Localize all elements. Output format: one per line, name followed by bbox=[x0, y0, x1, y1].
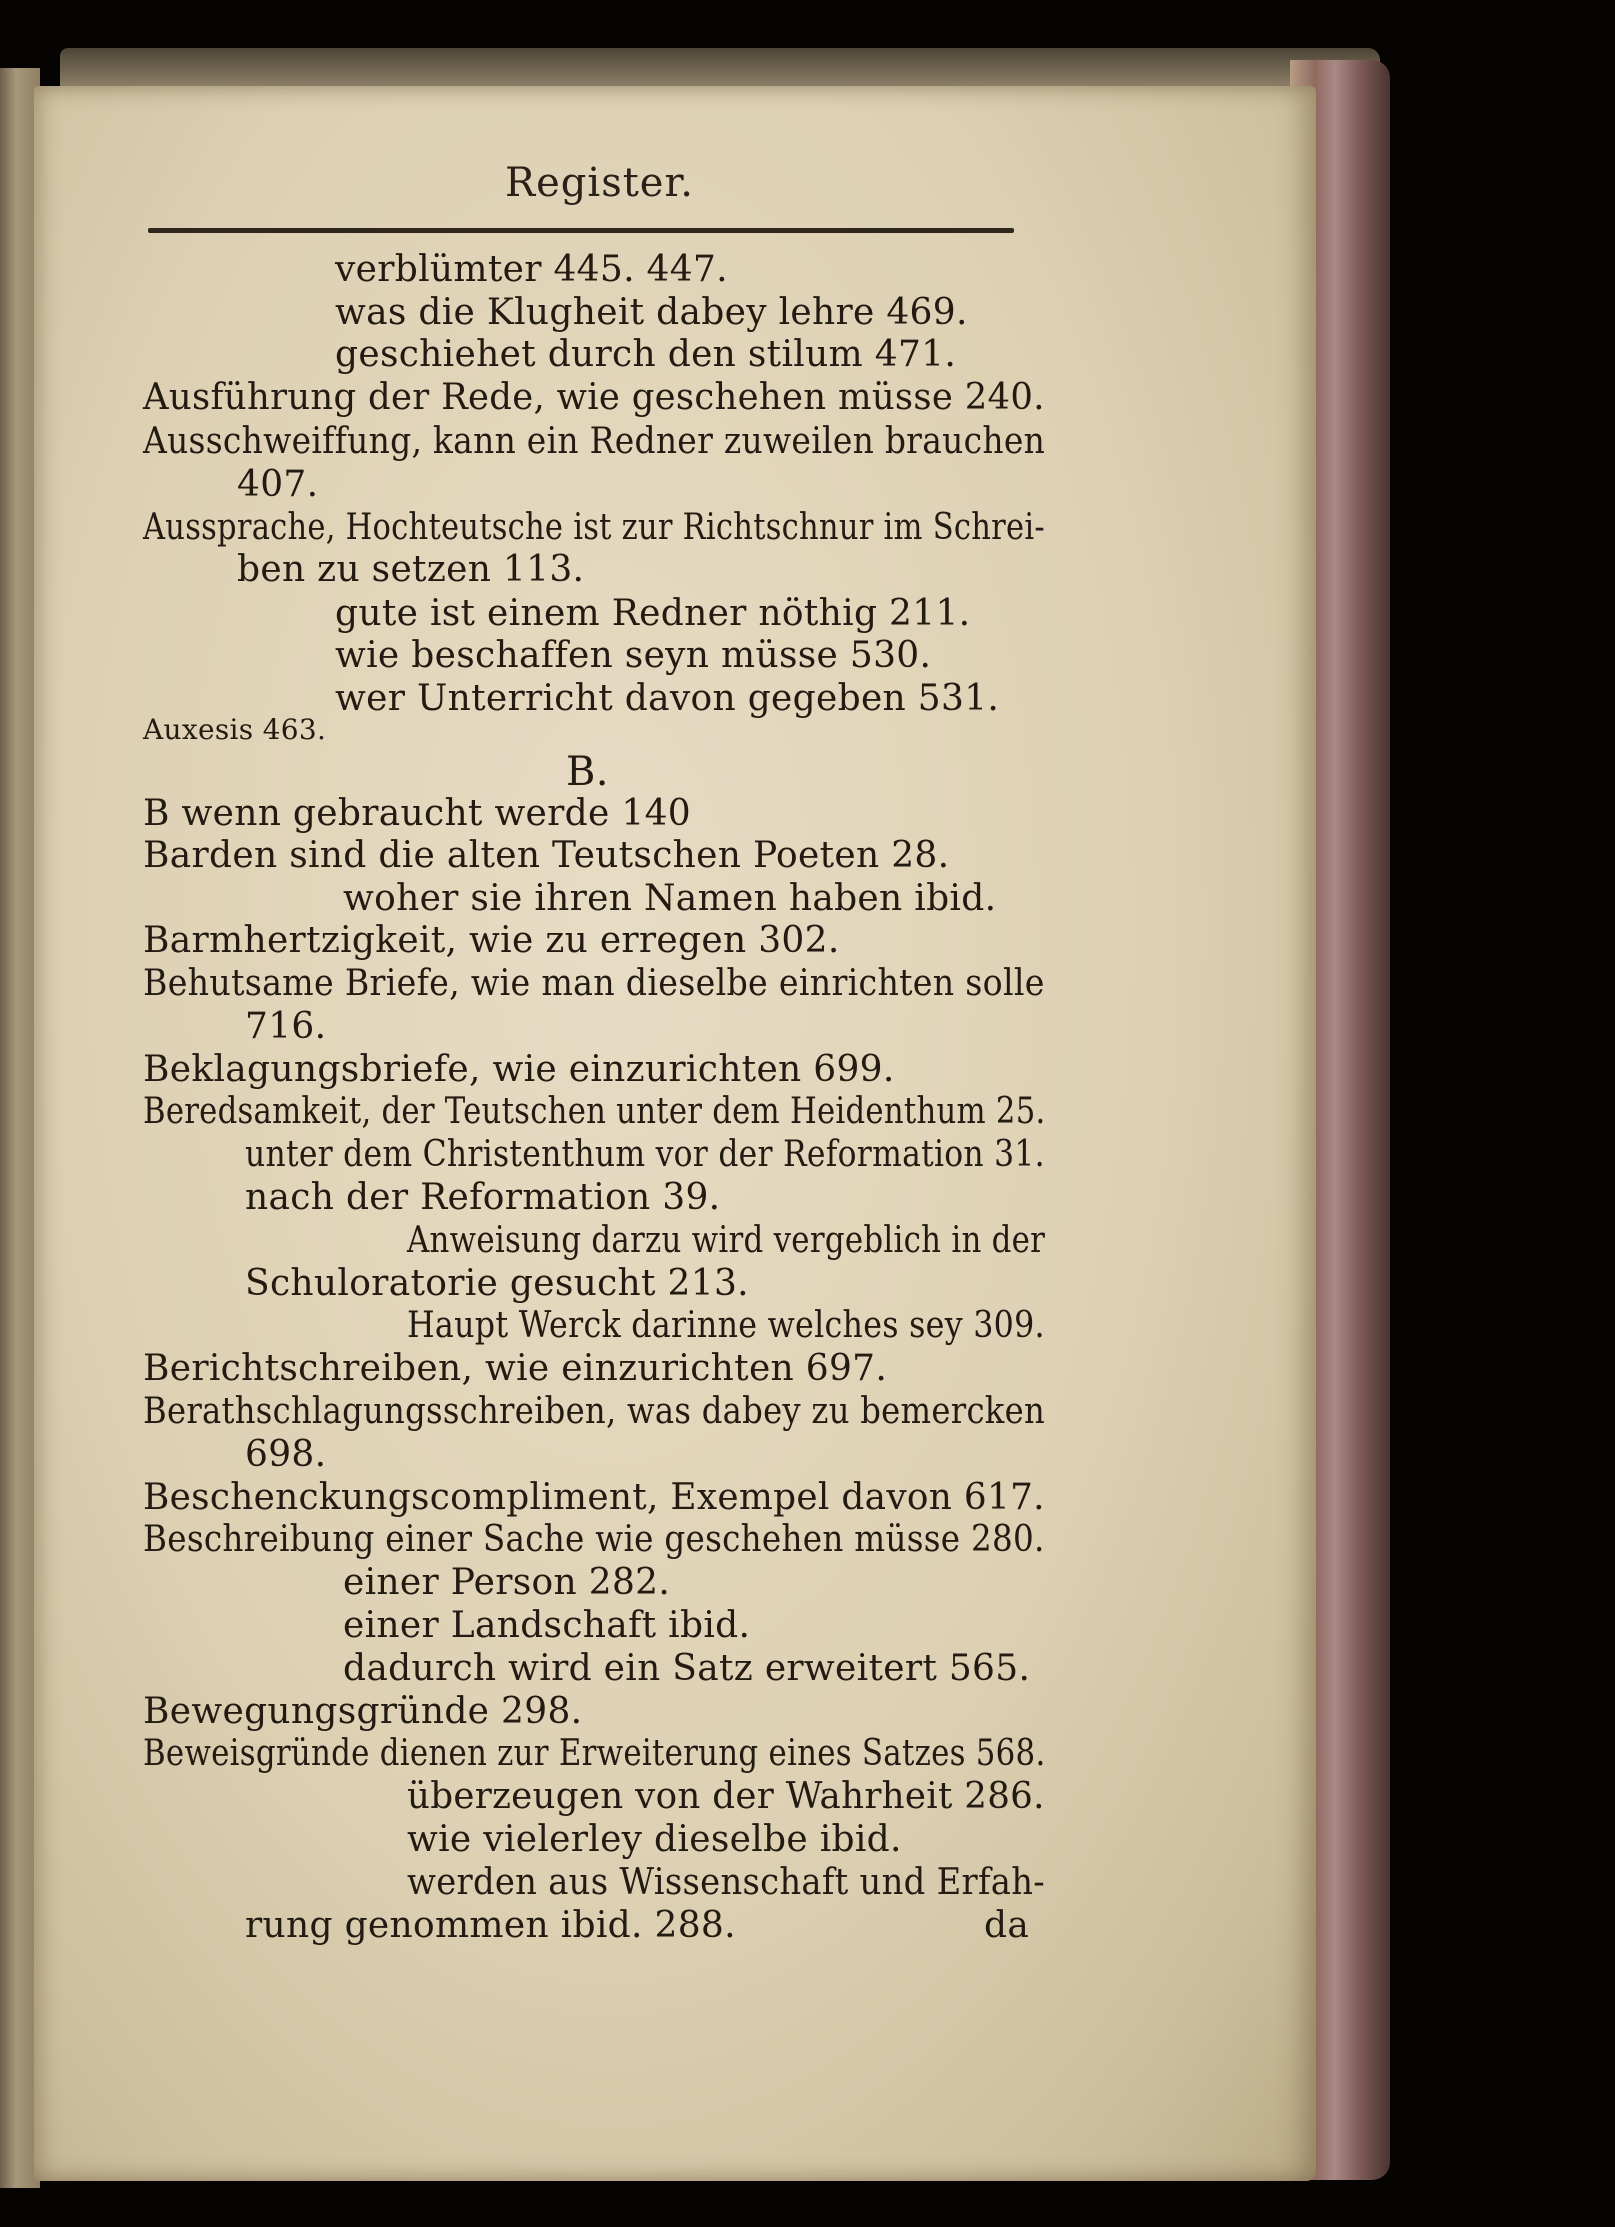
index-line: Schuloratorie gesucht 213. bbox=[245, 1263, 749, 1304]
index-line: ben zu setzen 113. bbox=[237, 549, 585, 590]
index-line: Berathschlagungsschreiben, was dabey zu bemercken bbox=[143, 1391, 1045, 1432]
running-head: Register. bbox=[505, 160, 694, 206]
index-line: Beschreibung einer Sache wie geschehen müsse 280. bbox=[143, 1519, 1045, 1560]
index-line: Anweisung darzu wird vergeblich in der bbox=[407, 1220, 1046, 1261]
index-line: einer Landschaft ibid. bbox=[343, 1605, 751, 1646]
index-line: Auxesis 463. bbox=[143, 713, 327, 746]
index-line: nach der Reformation 39. bbox=[245, 1177, 721, 1218]
index-line: rung genommen ibid. 288. bbox=[245, 1905, 736, 1946]
index-line: dadurch wird ein Satz erweitert 565. bbox=[343, 1648, 1031, 1689]
index-line: 698. bbox=[245, 1434, 327, 1475]
index-line: woher sie ihren Namen haben ibid. bbox=[343, 878, 997, 919]
index-line: Aussprache, Hochteutsche ist zur Richtschnur im Schrei- bbox=[143, 507, 1045, 548]
catchword: da bbox=[984, 1905, 1030, 1946]
index-line: Barden sind die alten Teutschen Poeten 28. bbox=[143, 835, 950, 876]
index-line: B wenn gebraucht werde 140 bbox=[143, 793, 691, 834]
index-line: wie vielerley dieselbe ibid. bbox=[407, 1819, 902, 1860]
section-letter: B. bbox=[566, 749, 609, 795]
index-line: Behutsame Briefe, wie man dieselbe einrichten solle bbox=[143, 963, 1045, 1004]
index-line: Berichtschreiben, wie einzurichten 697. bbox=[143, 1348, 888, 1389]
index-line: geschiehet durch den stilum 471. bbox=[335, 334, 957, 375]
index-line: wie beschaffen seyn müsse 530. bbox=[335, 635, 932, 676]
index-line: Beweisgründe dienen zur Erweiterung eines Satzes 568. bbox=[143, 1733, 1046, 1774]
index-line: Beklagungsbriefe, wie einzurichten 699. bbox=[143, 1049, 895, 1090]
index-line: 716. bbox=[245, 1006, 327, 1047]
index-line: Barmhertzigkeit, wie zu erregen 302. bbox=[143, 920, 840, 961]
index-line: Ausführung der Rede, wie geschehen müsse 240. bbox=[143, 377, 1045, 418]
index-line: Ausschweiffung, kann ein Redner zuweilen brauchen bbox=[143, 421, 1046, 462]
index-line: gute ist einem Redner nöthig 211. bbox=[335, 593, 971, 634]
index-line: 407. bbox=[237, 464, 319, 505]
index-line: Beschenckungscompliment, Exempel davon 617. bbox=[143, 1477, 1045, 1518]
header-rule bbox=[148, 228, 1014, 233]
index-line: verblümter 445. 447. bbox=[335, 249, 728, 290]
index-line: werden aus Wissenschaft und Erfah- bbox=[407, 1862, 1045, 1903]
index-line: wer Unterricht davon gegeben 531. bbox=[335, 678, 1000, 719]
index-line: Beredsamkeit, der Teutschen unter dem Heidenthum 25. bbox=[143, 1091, 1046, 1132]
index-line: was die Klugheit dabey lehre 469. bbox=[335, 292, 968, 333]
index-line: einer Person 282. bbox=[343, 1562, 671, 1603]
index-line: überzeugen von der Wahrheit 286. bbox=[407, 1776, 1045, 1817]
index-line: unter dem Christenthum vor der Reformation 31. bbox=[245, 1134, 1045, 1175]
index-line: Haupt Werck darinne welches sey 309. bbox=[407, 1305, 1045, 1346]
index-line: Bewegungsgründe 298. bbox=[143, 1691, 583, 1732]
